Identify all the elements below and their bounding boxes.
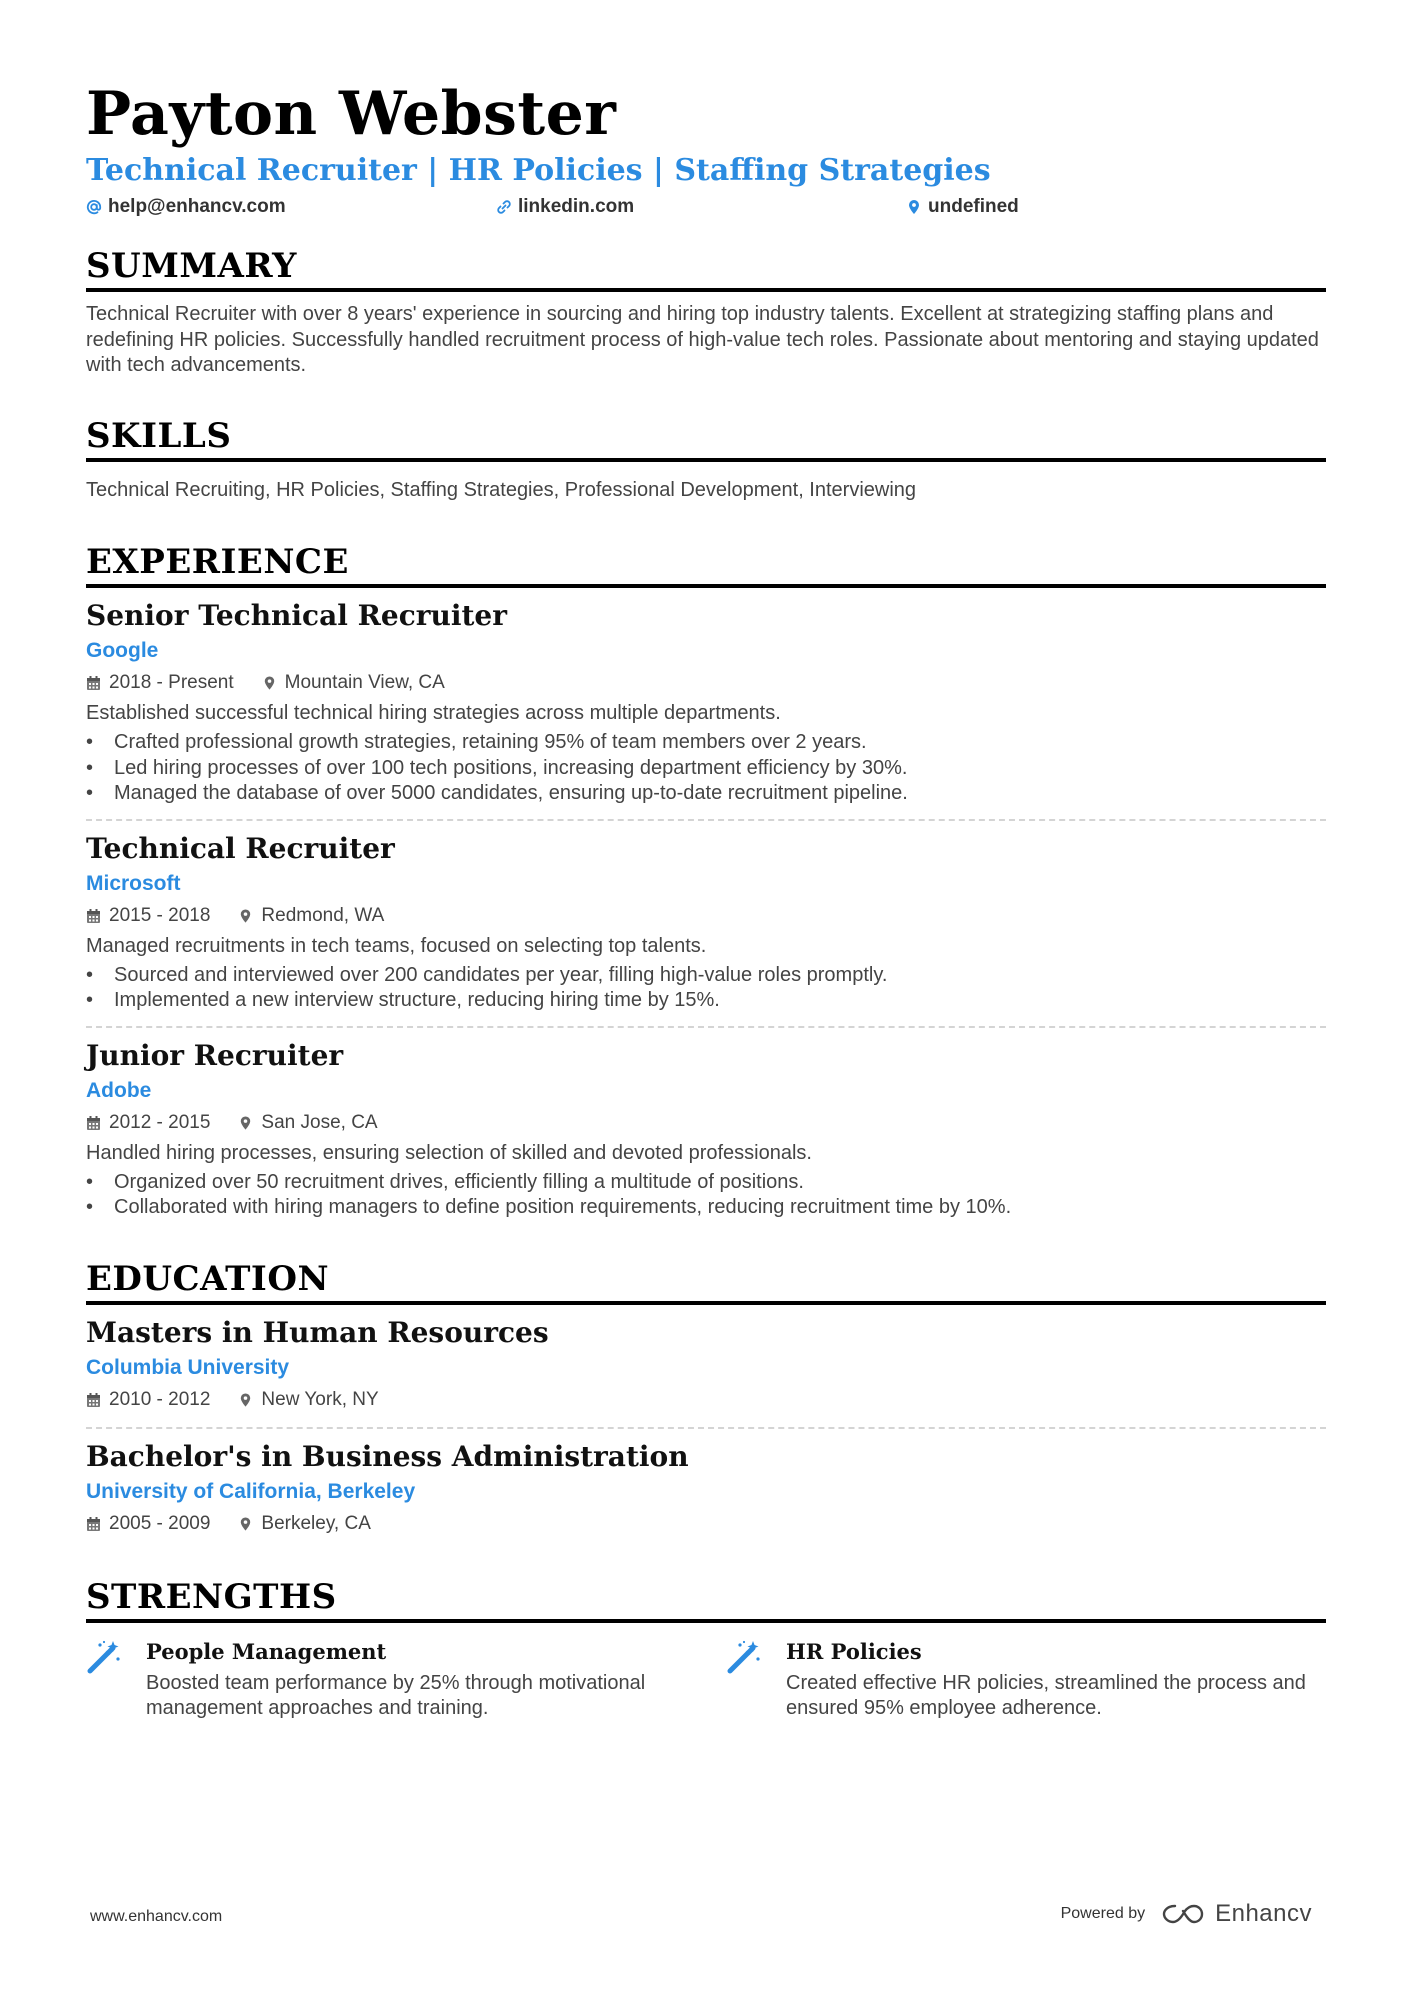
calendar-icon — [86, 1392, 101, 1408]
location-text: undefined — [928, 196, 1019, 217]
job-title: Junior Recruiter — [86, 1038, 344, 1072]
magic-wand-icon — [726, 1639, 762, 1675]
bullet-item: • Collaborated with hiring managers to define position requirements, reducing recruitment time by 10%. — [86, 1195, 1326, 1221]
linkedin-text: linkedin.com — [518, 196, 635, 217]
degree-title: Bachelor's in Business Administration — [86, 1439, 689, 1473]
job-location — [238, 901, 384, 931]
contact-email[interactable] — [86, 196, 286, 218]
experience-entry — [86, 1038, 1326, 1221]
entry-divider — [86, 1427, 1326, 1429]
calendar-icon — [86, 908, 101, 924]
summary-section — [86, 246, 1326, 379]
section-title-strengths: STRENGTHS — [86, 1577, 1326, 1623]
job-description: Handled hiring processes, ensuring selection of skilled and devoted professionals. — [86, 1141, 812, 1164]
strengths-list — [86, 1637, 1326, 1722]
map-pin-icon — [238, 908, 253, 924]
strength-body — [786, 1637, 1326, 1722]
experience-entry — [86, 831, 1326, 1014]
strength-body — [146, 1637, 726, 1722]
company-name: Microsoft — [86, 871, 181, 895]
footer-website[interactable]: www.enhancv.com — [90, 1908, 223, 1925]
strength-item — [86, 1637, 726, 1722]
company-name: Google — [86, 639, 159, 662]
contact-location — [906, 196, 1019, 218]
bullet-item: • Led hiring processes of over 100 tech positions, increasing department efficiency by 30%. — [86, 756, 1326, 782]
location-text: Redmond, WA — [261, 904, 385, 926]
contact-row — [86, 196, 1326, 224]
dates-text: 2018 - Present — [109, 672, 234, 693]
job-bullets — [86, 1170, 1326, 1221]
map-pin-icon — [238, 1115, 253, 1131]
company-name: Adobe — [86, 1078, 152, 1102]
education-entry — [86, 1439, 1326, 1539]
job-bullets — [86, 963, 1326, 1014]
map-pin-icon — [262, 675, 277, 691]
education-meta — [86, 1509, 1326, 1539]
location-text: Mountain View, CA — [284, 672, 445, 693]
school-name: Columbia University — [86, 1355, 290, 1379]
at-icon — [86, 199, 102, 215]
job-title: Technical Recruiter — [86, 831, 395, 865]
education-dates — [86, 1385, 210, 1415]
location-text: San Jose, CA — [261, 1111, 378, 1133]
strength-icon-wrap — [86, 1637, 146, 1722]
bullet-item: • Implemented a new interview structure, reducing hiring time by 15%. — [86, 988, 1326, 1014]
education-meta — [86, 1385, 1326, 1415]
job-meta — [86, 668, 1326, 698]
job-location — [238, 1108, 377, 1138]
dates-text: 2015 - 2018 — [109, 904, 211, 926]
map-pin-icon — [238, 1516, 253, 1532]
strengths-section — [86, 1577, 1326, 1722]
job-meta — [86, 901, 1326, 931]
job-dates — [86, 901, 210, 931]
education-location — [238, 1509, 370, 1539]
bullet-item: • Managed the database of over 5000 candidates, ensuring up-to-date recruitment pipeline. — [86, 781, 1326, 807]
job-location — [262, 668, 445, 698]
candidate-name: Payton Webster — [86, 79, 617, 149]
strength-icon-wrap — [726, 1637, 786, 1722]
education-dates — [86, 1509, 210, 1539]
magic-wand-icon — [86, 1639, 122, 1675]
skills-text: Technical Recruiting, HR Policies, Staffing Strategies, Professional Development, Interviewing — [86, 478, 917, 501]
experience-entry — [86, 598, 1326, 807]
job-bullets — [86, 730, 1326, 807]
job-dates — [86, 1108, 210, 1138]
enhancv-logo[interactable] — [1161, 1900, 1312, 1928]
section-title-education: EDUCATION — [86, 1259, 1326, 1305]
link-icon — [496, 199, 512, 215]
bullet-item: • Organized over 50 recruitment drives, efficiently filling a multitude of positions. — [86, 1170, 1326, 1196]
section-title-skills: SKILLS — [86, 416, 1326, 462]
calendar-icon — [86, 675, 101, 691]
brand-name: Enhancv — [1215, 1900, 1312, 1927]
entry-divider — [86, 1026, 1326, 1028]
bullet-item: • Crafted professional growth strategies, retaining 95% of team members over 2 years. — [86, 730, 1326, 756]
enhancv-logo-icon — [1161, 1902, 1205, 1926]
job-meta — [86, 1108, 1326, 1138]
candidate-headline: Technical Recruiter | HR Policies | Staffing Strategies — [86, 153, 991, 188]
strength-description: Boosted team performance by 25% through motivational management approaches and training. — [146, 1671, 646, 1719]
calendar-icon — [86, 1516, 101, 1532]
map-pin-icon — [238, 1392, 253, 1408]
job-title: Senior Technical Recruiter — [86, 599, 507, 632]
dates-text: 2005 - 2009 — [109, 1512, 211, 1534]
dates-text: 2010 - 2012 — [109, 1388, 211, 1410]
location-text: New York, NY — [261, 1388, 379, 1410]
powered-by-label: Powered by — [1060, 1905, 1146, 1922]
summary-text: Technical Recruiter with over 8 years' experience in sourcing and hiring top industry talents. Excellent at strategizing staffing plans and redefining HR policies. Successfully handled recruitment process of high-value tech roles. Passionate about mentoring and staying updated with tech advancements. — [86, 303, 1319, 376]
strength-title: HR Policies — [786, 1638, 922, 1664]
location-text: Berkeley, CA — [261, 1512, 371, 1534]
education-location — [238, 1385, 378, 1415]
job-dates — [86, 668, 234, 698]
degree-title: Masters in Human Resources — [86, 1315, 549, 1349]
resume-page — [86, 78, 1326, 1722]
bullet-item: • Sourced and interviewed over 200 candidates per year, filling high-value roles promptly. — [86, 963, 1326, 989]
education-section — [86, 1259, 1326, 1539]
entry-divider — [86, 819, 1326, 821]
job-description: Established successful technical hiring strategies across multiple departments. — [86, 702, 781, 724]
strength-item — [726, 1637, 1326, 1722]
strength-description: Created effective HR policies, streamlined the process and ensured 95% employee adherence. — [786, 1671, 1306, 1719]
school-name: University of California, Berkeley — [86, 1479, 416, 1503]
strength-title: People Management — [146, 1638, 387, 1664]
footer-branding — [1061, 1900, 1312, 1928]
section-title-experience: EXPERIENCE — [86, 542, 1326, 588]
contact-linkedin[interactable] — [496, 196, 634, 218]
section-title-summary: SUMMARY — [86, 246, 1326, 292]
job-description: Managed recruitments in tech teams, focused on selecting top talents. — [86, 934, 707, 957]
map-pin-icon — [906, 199, 922, 215]
email-text: help@enhancv.com — [108, 196, 286, 217]
education-entry — [86, 1315, 1326, 1415]
experience-section — [86, 542, 1326, 1221]
dates-text: 2012 - 2015 — [109, 1111, 211, 1133]
calendar-icon — [86, 1115, 101, 1131]
skills-section — [86, 416, 1326, 504]
